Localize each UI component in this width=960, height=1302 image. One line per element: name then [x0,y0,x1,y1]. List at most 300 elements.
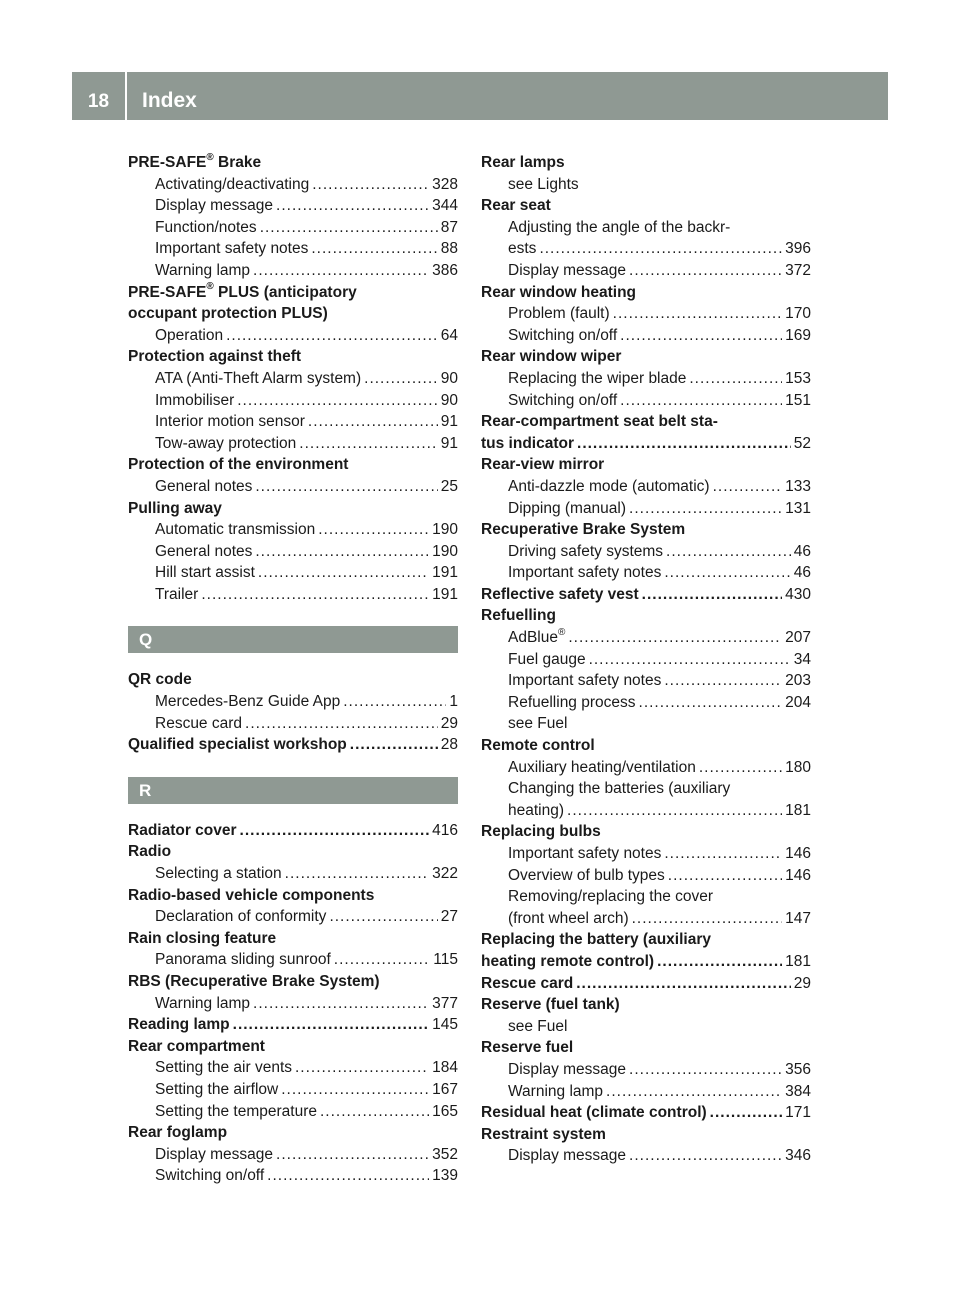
index-entry [128,1014,458,1036]
entry-text: Rear compartment [128,1037,265,1055]
page-reference: 169 [785,326,811,344]
dot-leader [710,1102,782,1124]
entry-text: heating remote control) [481,952,655,970]
page-reference: 145 [432,1016,458,1034]
index-entry [481,929,811,951]
page-reference: 46 [793,542,811,560]
entry-text: ATA (Anti-Theft Alarm system) [155,369,362,387]
dot-leader [281,1079,429,1101]
page-reference: 352 [432,1145,458,1163]
entry-text: Rear window heating [481,283,637,301]
page-reference: 430 [785,585,811,603]
entry-text: Replacing bulbs [481,823,601,841]
entry-text: Rear seat [481,197,551,215]
entry-text: Activating/deactivating [155,175,310,193]
entry-text: Display message [508,1060,627,1078]
index-entry [128,498,458,520]
index-subentry [481,865,811,887]
index-subentry [481,217,811,239]
index-subentry [128,691,458,713]
dot-leader [295,1057,429,1079]
entry-text: General notes [155,477,253,495]
entry-text: Warning lamp [155,261,251,279]
entries-group-p [128,152,458,605]
dot-leader [308,411,438,433]
page-reference: 52 [793,434,811,452]
registered-mark: ® [557,627,566,638]
entry-text: Rescue card [481,974,574,992]
dot-leader [226,325,438,347]
dot-leader [642,584,782,606]
page-reference: 384 [785,1082,811,1100]
index-entry [481,1037,811,1059]
index-subentry [128,476,458,498]
dot-leader [713,476,783,498]
dot-leader [255,476,437,498]
page-reference: 396 [785,240,811,258]
dot-leader [318,519,429,541]
index-subentry [481,757,811,779]
dot-leader [629,498,782,520]
entry-text: Important safety notes [155,240,309,258]
page-title: Index [142,89,197,112]
index-subentry [481,627,811,649]
page-reference: 386 [432,261,458,279]
entry-text: Restraint system [481,1125,606,1143]
page-reference: 133 [785,477,811,495]
page-reference: 165 [432,1102,458,1120]
dot-leader [589,649,791,671]
entry-text: occupant protection PLUS) [128,305,328,323]
entry-text: Problem (fault) [508,305,610,323]
page-reference: 91 [440,413,458,431]
index-entry [481,994,811,1016]
index-subentry [128,260,458,282]
entry-text: Switching on/off [508,326,618,344]
index-subentry [128,1079,458,1101]
dot-leader [629,260,782,282]
index-entry [128,1122,458,1144]
page-reference: 27 [440,908,458,926]
index-subentry [128,195,458,217]
entry-text: Qualified specialist workshop [128,736,347,754]
entry-text: Rear lamps [481,154,565,171]
entry-text: see Lights [508,175,579,193]
index-column-right [481,152,811,1167]
index-subentry [481,692,811,714]
index-entry [481,821,811,843]
dot-leader [253,993,429,1015]
entry-text: Radio-based vehicle components [128,886,375,904]
index-subentry [128,1165,458,1187]
dot-leader [568,627,782,649]
entry-text: Driving safety systems [508,542,664,560]
index-entry [481,282,811,304]
entry-text: Mercedes-Benz Guide App [155,693,341,711]
index-subentry [128,390,458,412]
dot-leader [664,562,790,584]
index-subentry [128,1101,458,1123]
index-subentry [128,411,458,433]
dot-leader [689,368,782,390]
index-subentry [481,843,811,865]
entry-text: Display message [155,1145,274,1163]
index-subentry [481,541,811,563]
entry-text: Refuelling [481,607,556,625]
dot-leader [343,691,446,713]
index-subentry [128,433,458,455]
entry-text: Display message [155,197,274,215]
dot-leader [233,1014,429,1036]
entry-text: Warning lamp [508,1082,604,1100]
entry-text: AdBlue® [508,627,566,647]
index-subentry [481,325,811,347]
entry-text: Remote control [481,737,595,755]
page-reference: 87 [440,218,458,236]
page-number: 18 [72,72,127,120]
entry-text: Important safety notes [508,672,662,690]
entries-group-q [128,669,458,755]
page-reference: 167 [432,1080,458,1098]
index-entry [128,454,458,476]
page-reference: 180 [785,758,811,776]
page-reference: 184 [432,1059,458,1077]
index-entry [481,454,811,476]
dot-leader [613,303,782,325]
dot-leader [312,174,429,196]
dot-leader [639,692,783,714]
dot-leader [629,1059,782,1081]
entry-text: Protection of the environment [128,456,349,474]
index-subentry [481,1059,811,1081]
dot-leader [237,390,438,412]
page-reference: 88 [440,240,458,258]
index-subentry [128,863,458,885]
dot-leader [364,368,438,390]
page-reference: 416 [432,821,458,839]
index-entry [128,971,458,993]
registered-mark: ® [206,281,214,293]
page-reference: 151 [785,391,811,409]
entry-text: Reflective safety vest [481,585,639,603]
entry-text: Residual heat (climate control) [481,1104,707,1122]
section-header-r: R [128,777,458,804]
index-column-left [128,152,458,1187]
index-subentry [481,886,811,908]
page-reference: 29 [440,714,458,732]
index-subentry [481,1145,811,1167]
dot-leader [267,1165,429,1187]
index-entry [128,841,458,863]
entry-text: Setting the air vents [155,1059,292,1077]
page-reference: 190 [432,542,458,560]
entry-text: PRE-SAFE® PLUS (anticipatory [128,281,357,301]
entry-text: Operation [155,326,224,344]
index-entry [481,735,811,757]
entry-text: Radiator cover [128,821,237,839]
page-reference: 147 [785,909,811,927]
index-subentry [128,519,458,541]
index-subentry [128,906,458,928]
dot-leader [657,951,782,973]
index-entry [481,1124,811,1146]
dot-leader [285,863,429,885]
page-reference: 356 [785,1060,811,1078]
dot-leader [664,843,782,865]
dot-leader [201,584,429,606]
dot-leader [606,1081,782,1103]
entry-text: Automatic transmission [155,521,316,539]
index-subentry [128,238,458,260]
index-subentry [481,476,811,498]
index-subentry [481,390,811,412]
index-subentry [481,713,811,735]
entry-text: Warning lamp [155,994,251,1012]
page-reference: 46 [793,564,811,582]
page-reference: 377 [432,994,458,1012]
entry-text: Switching on/off [508,391,618,409]
entry-text: Removing/replacing the cover [508,888,714,906]
entry-text: PRE-SAFE® Brake [128,152,262,171]
entry-text: (front wheel arch) [508,909,629,927]
index-subentry [128,562,458,584]
entry-text: Selecting a station [155,865,282,883]
index-subentry [481,562,811,584]
page-reference: 131 [785,499,811,517]
entry-text: Refuelling process [508,693,636,711]
dot-leader [539,238,782,260]
entry-text: Fuel gauge [508,650,586,668]
entry-text: tus indicator [481,434,575,452]
index-subentry [128,217,458,239]
index-entry [128,1036,458,1058]
index-subentry [481,260,811,282]
dot-leader [255,541,429,563]
dot-leader [350,734,438,756]
index-subentry [128,541,458,563]
index-subentry [481,368,811,390]
page-reference: 181 [785,952,811,970]
page-reference: 191 [432,564,458,582]
page-reference: 171 [785,1104,811,1122]
index-subentry [481,174,811,196]
page-reference: 64 [440,326,458,344]
entry-text: ests [508,240,537,258]
index-subentry [128,368,458,390]
page-reference: 372 [785,261,811,279]
dot-leader [567,800,782,822]
index-subentry [481,238,811,260]
entry-text: Rain closing feature [128,929,277,947]
entry-text: Recuperative Brake System [481,521,686,539]
entry-text: Declaration of conformity [155,908,327,926]
index-entry [128,282,458,304]
page-reference: 34 [793,650,811,668]
dot-leader [240,820,430,842]
index-entry [128,928,458,950]
index-entry [481,152,811,174]
entry-text: Important safety notes [508,564,662,582]
entry-text: Rear-view mirror [481,456,605,474]
entry-text: Reading lamp [128,1016,230,1034]
entry-text: Rear foglamp [128,1124,228,1142]
index-subentry [481,498,811,520]
page-reference: 204 [785,693,811,711]
page-reference: 29 [793,974,811,992]
entry-text: Overview of bulb types [508,866,665,884]
dot-leader [260,217,438,239]
index-entry [481,584,811,606]
index-entry [128,346,458,368]
index-entry [481,346,811,368]
entry-text: Reserve (fuel tank) [481,996,620,1014]
page-reference: 146 [785,845,811,862]
entry-text: Pulling away [128,499,222,517]
index-subentry [481,800,811,822]
dot-leader [629,1145,782,1167]
page-reference: 207 [785,629,811,647]
index-entry [481,519,811,541]
dot-leader [276,195,429,217]
entry-text: Trailer [155,585,199,603]
entry-text: see Fuel [508,715,568,733]
dot-leader [299,433,437,455]
index-entry [128,669,458,691]
index-subentry [128,1057,458,1079]
entry-text: General notes [155,542,253,560]
entry-text: Function/notes [155,218,257,236]
index-subentry [481,1016,811,1038]
entry-text: Dipping (manual) [508,499,627,517]
index-entry [481,195,811,217]
page-reference: 90 [440,369,458,387]
entry-text: Rear-compartment seat belt sta- [481,413,718,431]
index-subentry [481,649,811,671]
dot-leader [666,541,791,563]
entry-text: Reserve fuel [481,1039,574,1057]
index-entry [128,734,458,756]
dot-leader [699,757,782,779]
index-subentry [128,949,458,971]
page-reference: 25 [440,477,458,495]
entries-group-right [481,152,811,1167]
index-entry [128,885,458,907]
dot-leader [632,908,783,930]
dot-leader [311,238,437,260]
entry-text: Radio [128,843,172,861]
index-entry [128,303,458,325]
entry-text: Important safety notes [508,845,662,862]
index-entry [481,951,811,973]
page-reference: 1 [449,693,458,711]
dot-leader [329,906,437,928]
index-subentry [128,584,458,606]
page-header [72,72,888,120]
index-subentry [128,1144,458,1166]
entry-text: Changing the batteries (auxiliary [508,780,731,798]
page-reference: 91 [440,434,458,452]
index-entry [128,152,458,174]
entry-text: QR code [128,671,192,689]
page-reference: 139 [432,1167,458,1185]
entry-text: Hill start assist [155,564,255,582]
index-entry [481,433,811,455]
page-reference: 346 [785,1147,811,1165]
entry-text: Rear window wiper [481,348,622,366]
dot-leader [253,260,429,282]
index-entry [128,820,458,842]
entry-text: Setting the airflow [155,1080,279,1098]
entry-text: Display message [508,1147,627,1165]
entry-text: Setting the temperature [155,1102,317,1120]
page-reference: 191 [432,585,458,603]
index-subentry [481,908,811,930]
dot-leader [664,670,782,692]
page-reference: 203 [785,672,811,690]
entries-group-r [128,820,458,1187]
dot-leader [258,562,429,584]
entry-text: Panorama sliding sunroof [155,951,331,969]
entry-text: Tow-away protection [155,434,297,452]
index-subentry [481,1081,811,1103]
index-entry [481,605,811,627]
page-reference: 146 [785,866,811,884]
entry-text: Rescue card [155,714,243,732]
entry-text: Interior motion sensor [155,413,305,431]
page-reference: 90 [440,391,458,409]
index-subentry [481,670,811,692]
dot-leader [276,1144,429,1166]
index-subentry [481,303,811,325]
page-reference: 115 [433,951,458,969]
dot-leader [576,973,791,995]
entry-text: Replacing the battery (auxiliary [481,931,711,949]
index-subentry [128,993,458,1015]
index-entry [481,411,811,433]
index-entry [481,1102,811,1124]
entry-text: Immobiliser [155,391,235,409]
page-reference: 153 [785,369,811,387]
dot-leader [620,390,782,412]
page-reference: 190 [432,521,458,539]
page-reference: 322 [432,865,458,883]
page-reference: 170 [785,305,811,323]
page-reference: 328 [432,175,458,193]
index-subentry [128,174,458,196]
page-reference: 344 [432,197,458,215]
entry-text: Adjusting the angle of the backr- [508,218,731,236]
dot-leader [668,865,782,887]
index-subentry [128,713,458,735]
entry-text: RBS (Recuperative Brake System) [128,973,380,990]
entry-text: see Fuel [508,1017,568,1035]
index-subentry [481,778,811,800]
page-reference: 181 [785,801,811,819]
index-entry [481,973,811,995]
page-reference: 28 [440,736,458,754]
entry-text: Protection against theft [128,348,302,366]
entry-text: heating) [508,801,565,819]
entry-text: Anti-dazzle mode (automatic) [508,477,710,495]
entry-text: Replacing the wiper blade [508,369,687,387]
registered-mark: ® [206,152,214,163]
dot-leader [245,713,438,735]
dot-leader [334,949,431,971]
entry-text: Auxiliary heating/ventilation [508,758,696,776]
dot-leader [577,433,791,455]
index-subentry [128,325,458,347]
section-header-q: Q [128,626,458,653]
